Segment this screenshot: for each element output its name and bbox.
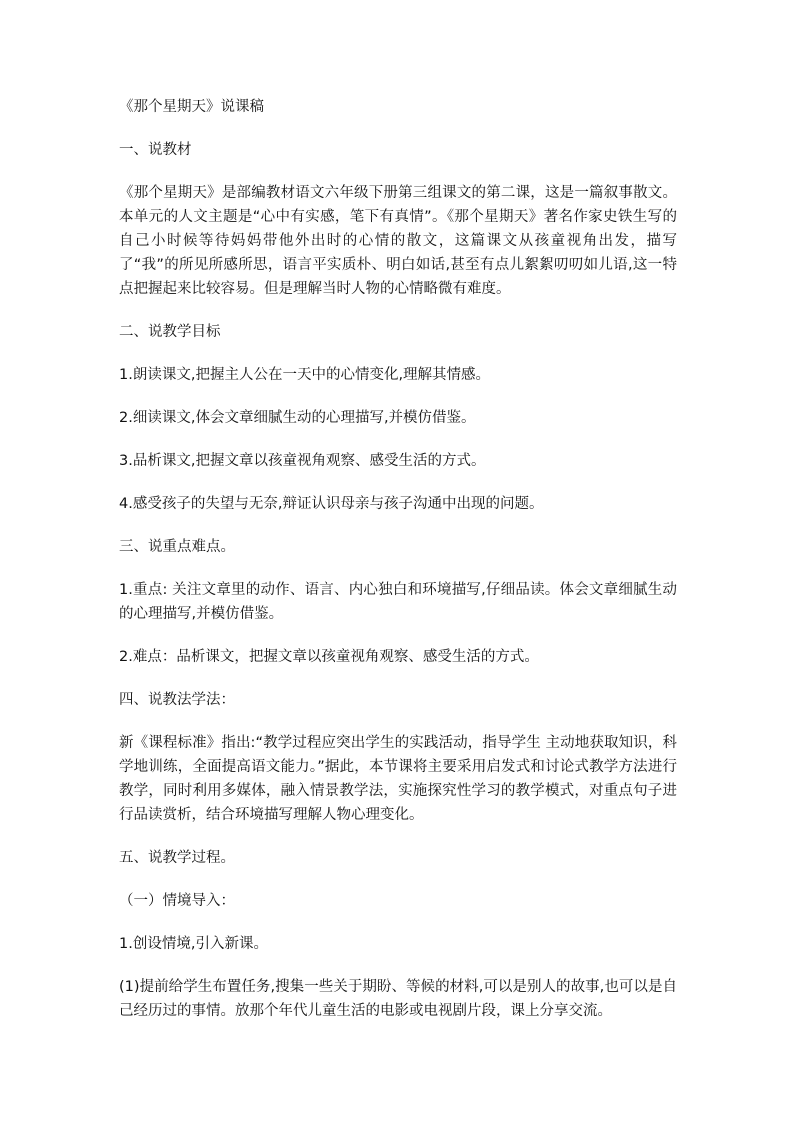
section-heading-process: 五、说教学过程。 (119, 850, 235, 866)
section-heading-teaching-goals: 二、说教学目标 (119, 324, 221, 340)
subsection-heading-intro: （一）情境导入： (119, 893, 235, 909)
document-title: 《那个星期天》说课稿 (119, 99, 264, 115)
process-item-1-1: (1)提前给学生布置任务,搜集一些关于期盼、等候的材料,可以是别人的故事,也可以是自己经历过的事情。放那个年代儿童生活的电影或电视剧片段，课上分享交流。 (119, 979, 677, 1019)
section-heading-teaching-material: 一、说教材 (119, 142, 192, 158)
paragraph-methods: 新《课程标准》指出:“教学过程应突出学生的实践活动，指导学生 主动地获取知识，科学地训练，全面提高语文能力。”据此，本节课将主要采用启发式和讨论式教学方法进行教学，同时利用多媒体，融入情景教学法，实施探究性学习的教学模式，对重点句子进行品读赏析，结合环境描写理解人物心理变化。 (119, 735, 677, 823)
key-point-item: 1.重点: 关注文章里的动作、语言、内心独白和环境描写,仔细品读。体会文章细腻生动的心理描写,并模仿借鉴。 (119, 582, 677, 622)
document-page (119, 95, 677, 1042)
section-heading-key-points: 三、说重点难点。 (119, 539, 235, 555)
goal-item-1: 1.朗读课文,把握主人公在一天中的心情变化,理解其情感。 (119, 367, 491, 383)
section-heading-methods: 四、说教法学法： (119, 692, 235, 708)
goal-item-4: 4.感受孩子的失望与无奈,辩证认识母亲与孩子沟通中出现的问题。 (119, 496, 544, 512)
paragraph-teaching-material: 《那个星期天》是部编教材语文六年级下册第三组课文的第二课，这是一篇叙事散文。本单元的人文主题是“心中有实感，笔下有真情”。《那个星期天》著名作家史铁生写的自己小时候等待妈妈带他外出时的心情的散文，这篇课文从孩童视角出发，描写了“我”的所见所感所思，语言平实质朴、明白如话,甚至有点儿絮絮叨叨如儿语,这一特点把握起来比较容易。但是理解当时人物的心情略微有难度。 (119, 185, 677, 297)
goal-item-3: 3.品析课文,把握文章以孩童视角观察、感受生活的方式。 (119, 453, 486, 469)
goal-item-2: 2.细读课文,体会文章细腻生动的心理描写,并模仿借鉴。 (119, 410, 476, 426)
process-item-1: 1.创设情境,引入新课。 (119, 936, 268, 952)
difficulty-item: 2.难点：品析课文，把握文章以孩童视角观察、感受生活的方式。 (119, 649, 539, 665)
